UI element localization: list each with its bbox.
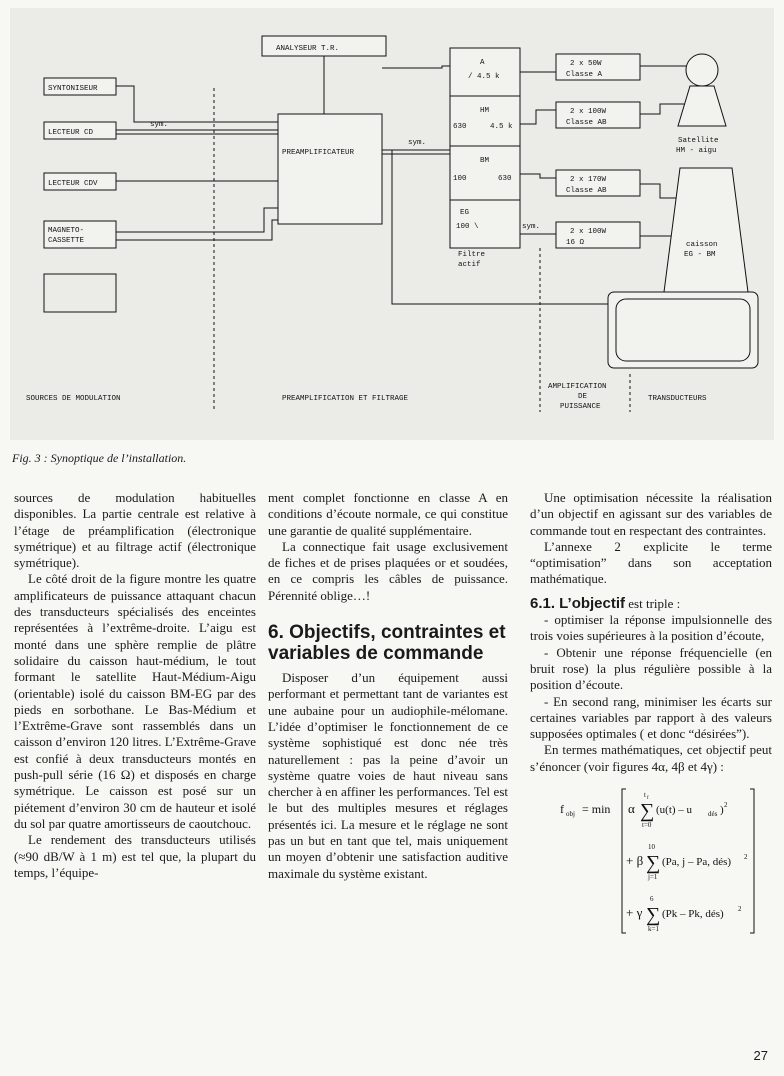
formula-sum-1: ∑ — [640, 800, 655, 823]
filtre-label-1: Filtre — [458, 251, 486, 259]
page-number: 27 — [753, 1048, 768, 1063]
col1-para-2: Le côté droit de la figure montre les quatre amplificateurs de puissance attaquant chacun des transducteurs spécialisés des enceintes représentées à l’extrême-droite. L’aigu est monté dans une sphère remplie de plâtre solidaire du caisson haut-médium, le tout formant le satellite Haut-Médium-Aigu (orientable) isolé du caisson BM-EG par des pieds en sorbothane. Le Bas-Médium et l’Extrême-Grave sont rassemblés dans un caisson d’environ 120 litres. L’Extrême-Grave est confié à deux transducteurs montés en push-pull série (16 Ω) et disposés en charge symétrique. Le caisson est posé sur un piétement d’environ 30 cm de hauteur et isolé du sol par quatre amortisseurs de caoutchouc. — [14, 571, 256, 831]
col3-subsection — [530, 596, 772, 612]
amp-3-line2: Classe AB — [566, 187, 607, 195]
col2-para-1: ment complet fonctionne en classe A en conditions d’écoute normale, ce qui constitue une garantie de qualité supplémentaire. — [268, 490, 508, 538]
formula-sq-3: 2 — [738, 905, 742, 914]
formula-sum1-bot: t=0 — [642, 821, 652, 830]
filtre-label-2: actif — [458, 261, 481, 269]
magneto-label-1: MAGNETO- — [48, 227, 85, 235]
col3-para-2: L’annexe 2 explicite le terme “optimisation” dans son acceptation mathématique. — [530, 538, 772, 587]
filter-eg-label: EG — [460, 209, 470, 217]
formula-sum3-top: 6 — [650, 895, 654, 904]
formula-term1-end: ) — [720, 804, 724, 817]
syntoniseur-label: SYNTONISEUR — [48, 85, 98, 93]
formula-lhs-sub: obj — [566, 810, 575, 819]
caisson-label-2: EG - BM — [684, 251, 716, 259]
formula-sum3-bot: k=1 — [648, 925, 659, 934]
objective-formula — [560, 783, 772, 947]
bottom-label-preamp: PREAMPLIFICATION ET FILTRAGE — [282, 395, 409, 403]
formula-eq: = min — [582, 802, 611, 817]
col3-bullet-1: - optimiser la réponse impulsionnelle des trois voies supérieures à la position d’écoute, — [530, 612, 772, 644]
formula-term1: (u(t) – u — [656, 804, 693, 817]
bottom-label-sources: SOURCES DE MODULATION — [26, 395, 121, 403]
formula-sum2-bot: j=1 — [648, 873, 658, 882]
lecteur-cdv-label: LECTEUR CDV — [48, 180, 98, 188]
filter-hm-hi: 4.5 k — [490, 123, 513, 131]
magneto-label-2: CASSETTE — [48, 237, 85, 245]
filter-a-value: / 4.5 k — [468, 73, 500, 81]
bottom-label-amp-2: DE — [578, 393, 588, 401]
filter-hm-lo: 630 — [453, 123, 467, 131]
col3-bullet-2: - Obtenir une réponse fréquencielle (en bruit rose) la plus régulière possible à la position d’écoute. — [530, 644, 772, 693]
satellite-label-1: Satellite — [678, 137, 719, 145]
col1-para-1: sources de modulation habituelles disponibles. La partie centrale est relative à l’étage de préamplification (électronique symétrique) et au filtrage actif (électronique symétrique). — [14, 490, 256, 571]
subsection-title: 6.1. L’objectif — [530, 594, 626, 612]
formula-term2: (Pa, j – Pa, dés) — [662, 856, 732, 869]
sym-label-3: sym. — [522, 223, 541, 231]
preamp-box — [278, 114, 382, 224]
amp-2-line2: Classe AB — [566, 119, 607, 127]
col3-para-3: En termes mathématiques, cet objectif peut s’énoncer (voir figures 4α, 4β et 4γ) : — [530, 742, 772, 774]
subsection-rest: est triple : — [625, 595, 681, 611]
column-2 — [268, 490, 508, 882]
formula-right-bracket — [750, 789, 754, 933]
col2-para-3: Disposer d’un équipement aussi performant et permettant tant de variantes est une aubaine pour un audiophile-mélomane. L’idée d’optimiser le fonctionnement de ce système sophistiqué est donc née très naturellement : pas la peine d’avoir un système quatre voies de haut niveau sans chercher à en affiner les performances. Tel est le but des multiples mesures et réglages présentés ici. La mesure et le réglage ne sont pas un but en tant que tel, mais uniquement un moyen d’obtenir une satisfaction auditive maximale du système existant. — [268, 670, 508, 881]
tweeter-sphere — [686, 54, 718, 86]
column-1 — [14, 490, 256, 881]
sym-label-2: sym. — [408, 139, 427, 147]
caisson-cabinet — [664, 168, 748, 292]
analyseur-label: ANALYSEUR T.R. — [276, 45, 340, 53]
preamp-label: PREAMPLIFICATEUR — [282, 149, 355, 157]
formula-sum2-top: 10 — [648, 843, 655, 852]
satellite-cabinet — [678, 86, 726, 126]
amp-4-line1: 2 x 100W — [570, 228, 607, 236]
formula-sum1-top: t — [644, 791, 646, 800]
formula-sum1-top-sub: f — [647, 796, 649, 802]
col2-para-2: La connectique fait usage exclusivement de fiches et de prises plaquées or et soudées, en ce compris les câbles de puissance. Pérennité oblige…! — [268, 538, 508, 603]
formula-sum-2: ∑ — [646, 852, 661, 875]
bottom-label-amp-3: PUISSANCE — [560, 403, 601, 411]
amp-1-line2: Classe A — [566, 71, 603, 79]
section-title: 6. Objectifs, contraintes et variables de commande — [268, 622, 506, 665]
formula-term3: (Pk – Pk, dés) — [662, 908, 724, 921]
amp-3-line1: 2 x 170W — [570, 176, 607, 184]
monitor-outer — [608, 292, 758, 368]
amp-1-line1: 2 x 50W — [570, 60, 602, 68]
lecteur-cd-label: LECTEUR CD — [48, 129, 94, 137]
formula-beta: + β — [626, 853, 644, 869]
formula-sum-3: ∑ — [646, 904, 661, 927]
formula-sq-1: 2 — [724, 801, 728, 810]
filter-hm-label: HM — [480, 107, 490, 115]
wire-syntoniseur — [116, 86, 278, 122]
bottom-label-transducteurs: TRANSDUCTEURS — [648, 395, 707, 403]
col3-para-1: Une optimisation nécessite la réalisation d’un objectif en agissant sur des variables de commande tout en respectant des contraintes. — [530, 490, 772, 538]
block-diagram — [10, 8, 774, 440]
figure-panel — [10, 8, 774, 440]
wire-amp3 — [520, 174, 556, 178]
filter-a-label: A — [480, 59, 485, 67]
formula-gamma: + γ — [626, 905, 643, 921]
formula-lhs: f — [560, 802, 564, 817]
col1-para-3: Le rendement des transducteurs utilisés (≈90 dB/W à 1 m) est tel que, la plupart du temps, l’équipe- — [14, 832, 256, 880]
caisson-label-1: caisson — [686, 241, 718, 249]
wire-magneto-2 — [116, 220, 278, 240]
satellite-label-2: HM - aigu — [676, 147, 717, 155]
wire-amp2 — [520, 110, 556, 124]
filter-eg-value: 100 \ — [456, 223, 479, 231]
bottom-label-amp-1: AMPLIFICATION — [548, 383, 607, 391]
amp-4-line2: 16 Ω — [566, 239, 585, 247]
filter-bm-hi: 630 — [498, 175, 512, 183]
formula-alpha: α — [628, 801, 635, 817]
amp-2-line1: 2 x 100W — [570, 108, 607, 116]
column-3 — [530, 490, 772, 947]
formula-svg — [560, 783, 770, 943]
col3-bullet-3: - En second rang, minimiser les écarts sur certaines variables par rapport à des valeurs supposées optimales ( et donc “désirées”). — [530, 693, 772, 742]
empty-source-box — [44, 274, 116, 312]
formula-sq-2: 2 — [744, 853, 748, 862]
figure-caption: Fig. 3 : Synoptique de l’installation. — [12, 451, 187, 465]
filter-bm-lo: 100 — [453, 175, 467, 183]
wire-magneto — [116, 208, 278, 232]
sym-label-1: sym. — [150, 121, 169, 129]
wire-hm — [640, 104, 684, 114]
filter-bm-label: BM — [480, 157, 490, 165]
formula-term1-sub: dés — [708, 810, 718, 819]
